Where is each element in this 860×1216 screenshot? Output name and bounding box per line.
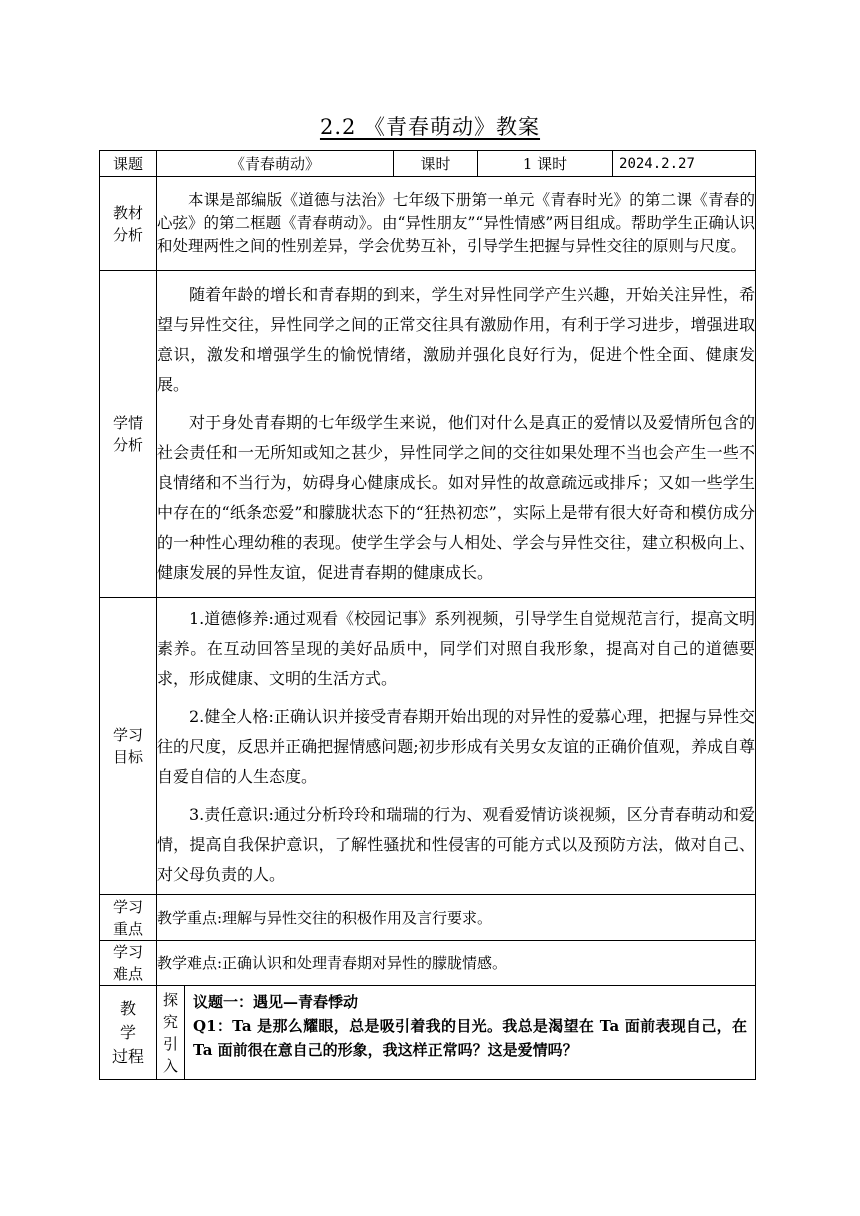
objective-item: 1.道德修养:通过观看《校园记事》系列视频，引导学生自觉规范言行，提高文明素养。在互动回答呈现的美好品质中，同学们对照自我形象，提高对自己的道德要求，形成健康、文明的生活方式。 [157,609,756,688]
students-label: 学情分析 [100,271,157,598]
objectives-row [100,598,756,895]
hours-label: 课时 [394,151,478,177]
textbook-label: 教材分析 [100,177,157,271]
difficulties-text: 教学难点:正确认识和处理青春期对异性的朦胧情感。 [157,941,756,986]
process-sub-label: 探究引入 [157,986,185,1080]
objective-item: 2.健全人格:正确认识并接受青春期开始出现的对异性的爱慕心理，把握与异性交往的尺度，反思并正确把握情感问题;初步形成有关男女友谊的正确价值观，养成自尊自爱自信的人生态度。 [157,707,756,786]
date-value: 2024.2.27 [613,151,756,177]
textbook-text: 本课是部编版《道德与法治》七年级下册第一单元《青春时光》的第二课《青春的心弦》的第二框题《青春萌动》。由“异性朋友”“异性情感”两目组成。帮助学生正确认识和处理两性之间的性别差异，学会优势互补，引导学生把握与异性交往的原则与尺度。 [157,191,756,255]
objectives-label: 学习目标 [100,598,157,895]
hours-value: 1 课时 [478,151,613,177]
students-paragraph-2: 对于身处青春期的七年级学生来说，他们对什么是真正的爱情以及爱情所包含的社会责任和一无所知或知之甚少，异性同学之间的交往如果处理不当也会产生一些不良情绪和不当行为，妨碍身心健康成长。如对异性的故意疏远或排斥；又如一些学生中存在的“纸条恋爱”和朦胧状态下的“狂热初恋”，实际上是带有很大好奇和模仿成分的一种性心理幼稚的表现。使学生学会与人相处、学会与异性交往，建立积极向上、健康发展的异性友谊，促进青春期的健康成长。 [157,413,756,582]
difficulties-row [100,941,756,986]
objective-item: 3.责任意识:通过分析玲玲和瑞瑞的行为、观看爱情访谈视频，区分青春萌动和爱情，提高自我保护意识，了解性骚扰和性侵害的可能方式以及预防方法，做对自己、对父母负责的人。 [157,805,756,884]
lesson-plan-table [99,150,756,1080]
topic-label: 课题 [100,151,157,177]
difficulties-label: 学习难点 [100,941,157,986]
students-row [100,271,756,598]
process-question: Q1：Ta 是那么耀眼，总是吸引着我的目光。我总是渴望在 Ta 面前表现自己，在 Ta 面前很在意自己的形象，我这样正常吗？这是爱情吗？ [193,1017,748,1059]
key-points-row [100,895,756,941]
process-label: 教 学 过程 [100,986,157,1080]
page-title: 2.2 《青春萌动》教案 [319,115,541,139]
process-row [100,986,756,1080]
key-points-label: 学习重点 [100,895,157,941]
header-row [100,151,756,177]
process-topic: 议题一：遇见—青春悸动 [193,993,359,1011]
textbook-row [100,177,756,271]
students-paragraph-1: 随着年龄的增长和青春期的到来，学生对异性同学产生兴趣，开始关注异性，希望与异性交往，异性同学之间的正常交往具有激励作用，有利于学习进步，增强进取意识，激发和增强学生的愉悦情绪，激励并强化良好行为，促进个性全面、健康发展。 [157,285,756,394]
key-points-text: 教学重点:理解与异性交往的积极作用及言行要求。 [157,895,756,941]
topic-value: 《青春萌动》 [157,151,394,177]
